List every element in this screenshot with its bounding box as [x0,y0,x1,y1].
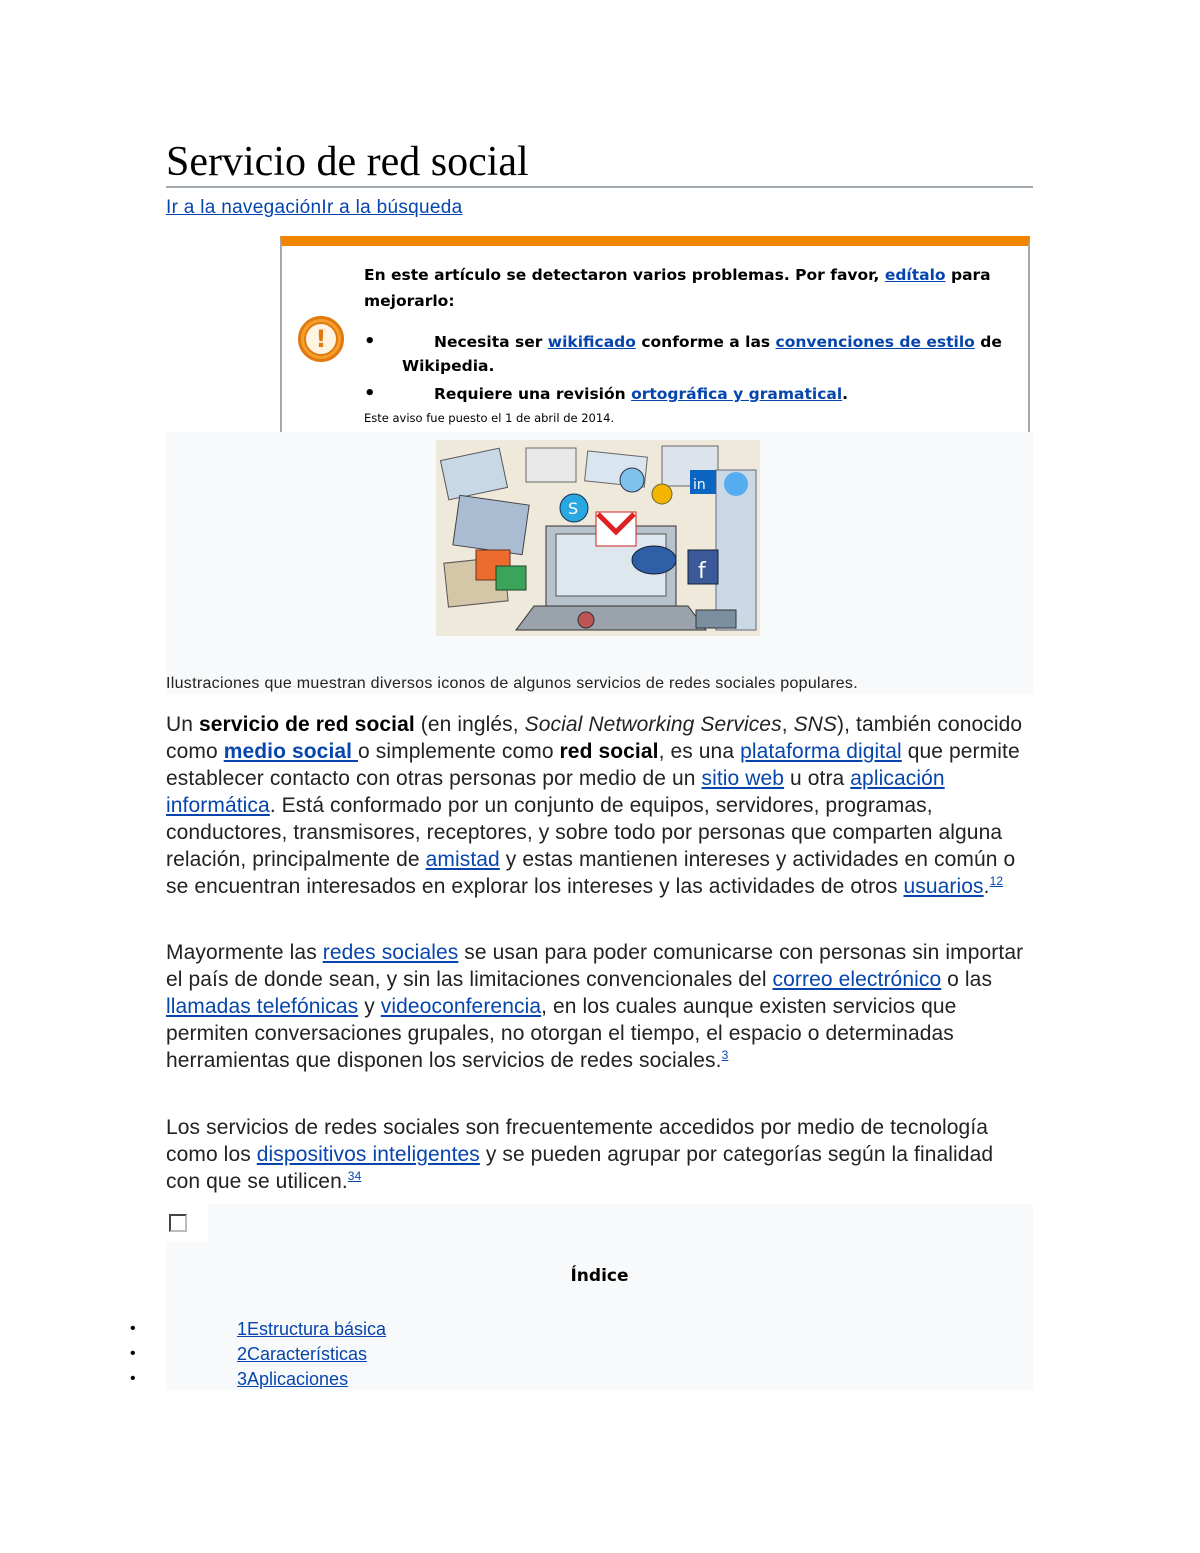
toc-toggle-checkbox[interactable] [169,1214,187,1232]
dispositivos-inteligentes-link[interactable]: dispositivos inteligentes [256,1143,480,1166]
page-title: Servicio de red social [166,138,1033,188]
paragraph-usage: Mayormente las redes sociales se usan para poder comunicarse con personas sin importar el país de donde sean, y sin las limitaciones convencionales del correo electrónico o las llamadas telefónicas y videoconferencia, en los cuales aunque existen servicios que permiten conversaciones grupales, no otorgan el tiempo, el espacio o determinadas herramientas que disponen los servicios de redes sociales.$^3$ [166,941,1024,1072]
aplicacion-informatica-link[interactable]: aplicación informática [166,767,945,817]
figure-caption: Ilustraciones que muestran diversos iconos de algunos servicios de redes sociales populares. [166,675,858,692]
wikificado-link[interactable]: wikificado [547,333,636,351]
social-network-illustration[interactable] [436,440,760,636]
svg-text:S: S [568,499,579,518]
bullet-icon: • [364,383,376,404]
svg-text:f: f [698,559,706,584]
toc-link-aplicaciones[interactable]: 3Aplicaciones [237,1369,349,1389]
llamadas-telefonicas-link[interactable]: llamadas telefónicas [166,995,359,1018]
bullet-icon: • [130,1370,136,1387]
toc-link-estructura[interactable]: 1Estructura básica [237,1319,387,1339]
sitio-web-link[interactable]: sitio web [701,767,785,790]
redes-sociales-link[interactable]: redes sociales [322,941,459,964]
style-conventions-link[interactable]: convenciones de estilo [775,333,975,351]
edit-link[interactable]: edítalo [884,266,946,284]
reference-link[interactable]: 12 [989,874,1004,888]
paragraph-access: Los servicios de redes sociales son frecuentemente accedidos por medio de tecnología como los dispositivos inteligentes y se pueden agrupar por categorías según la finalidad con que se utilicen.$^{34}$ [166,1116,994,1193]
maintenance-notice [280,236,1030,440]
videoconferencia-link[interactable]: videoconferencia [380,995,542,1018]
jump-to-navigation-link[interactable]: Ir a la navegación [166,197,322,218]
bullet-icon: • [364,331,376,352]
correo-electronico-link[interactable]: correo electrónico [772,968,942,991]
paragraph-intro: Un servicio de red social (en inglés, Social Networking Services, SNS), también conocido como medio social o simplemente como red social, es una plataforma digital que permite establecer contacto con otras personas por medio de un sitio web u otra aplicación informática. Está conformado por un conjunto de equipos, servidores, programas, conductores, transmisores, receptores, y sobre todo por personas que comparten alguna relación, principalmente de amistad y estas mantienen intereses y actividades en común o se encuentran interesados en explorar los intereses y las actividades de otros usuarios.$^{12}$ [166,713,1023,898]
amistad-link[interactable]: amistad [425,848,500,871]
warning-icon: ! [298,316,344,362]
spelling-grammar-link[interactable]: ortográfica y gramatical [631,385,843,403]
figure [166,432,1033,694]
plataforma-digital-link[interactable]: plataforma digital [740,740,902,763]
reference-link[interactable]: 34 [347,1169,362,1183]
usuarios-link[interactable]: usuarios [903,875,984,898]
jump-links [166,196,462,220]
reference-link[interactable]: 3 [721,1048,729,1062]
notice-item: • Necesita ser wikificado conforme a las convenciones de estilo de Wikipedia. [364,331,1002,375]
toc-link-caracteristicas[interactable]: 2Características [237,1344,368,1364]
jump-to-search-link[interactable]: Ir a la búsqueda [321,197,463,218]
notice-date: Este aviso fue puesto el 1 de abril de 2014. [364,411,615,425]
bullet-icon: • [130,1345,136,1362]
notice-item: • Requiere una revisión ortográfica y gramatical. [364,383,849,404]
toc-title: Índice [570,1266,629,1286]
bullet-icon: • [130,1320,136,1337]
notice-lead: En este artículo se detectaron varios problemas. Por favor, edítalo para mejorarlo: [364,266,991,310]
medio-social-link[interactable]: medio social [223,740,359,763]
svg-text:in: in [693,477,706,493]
